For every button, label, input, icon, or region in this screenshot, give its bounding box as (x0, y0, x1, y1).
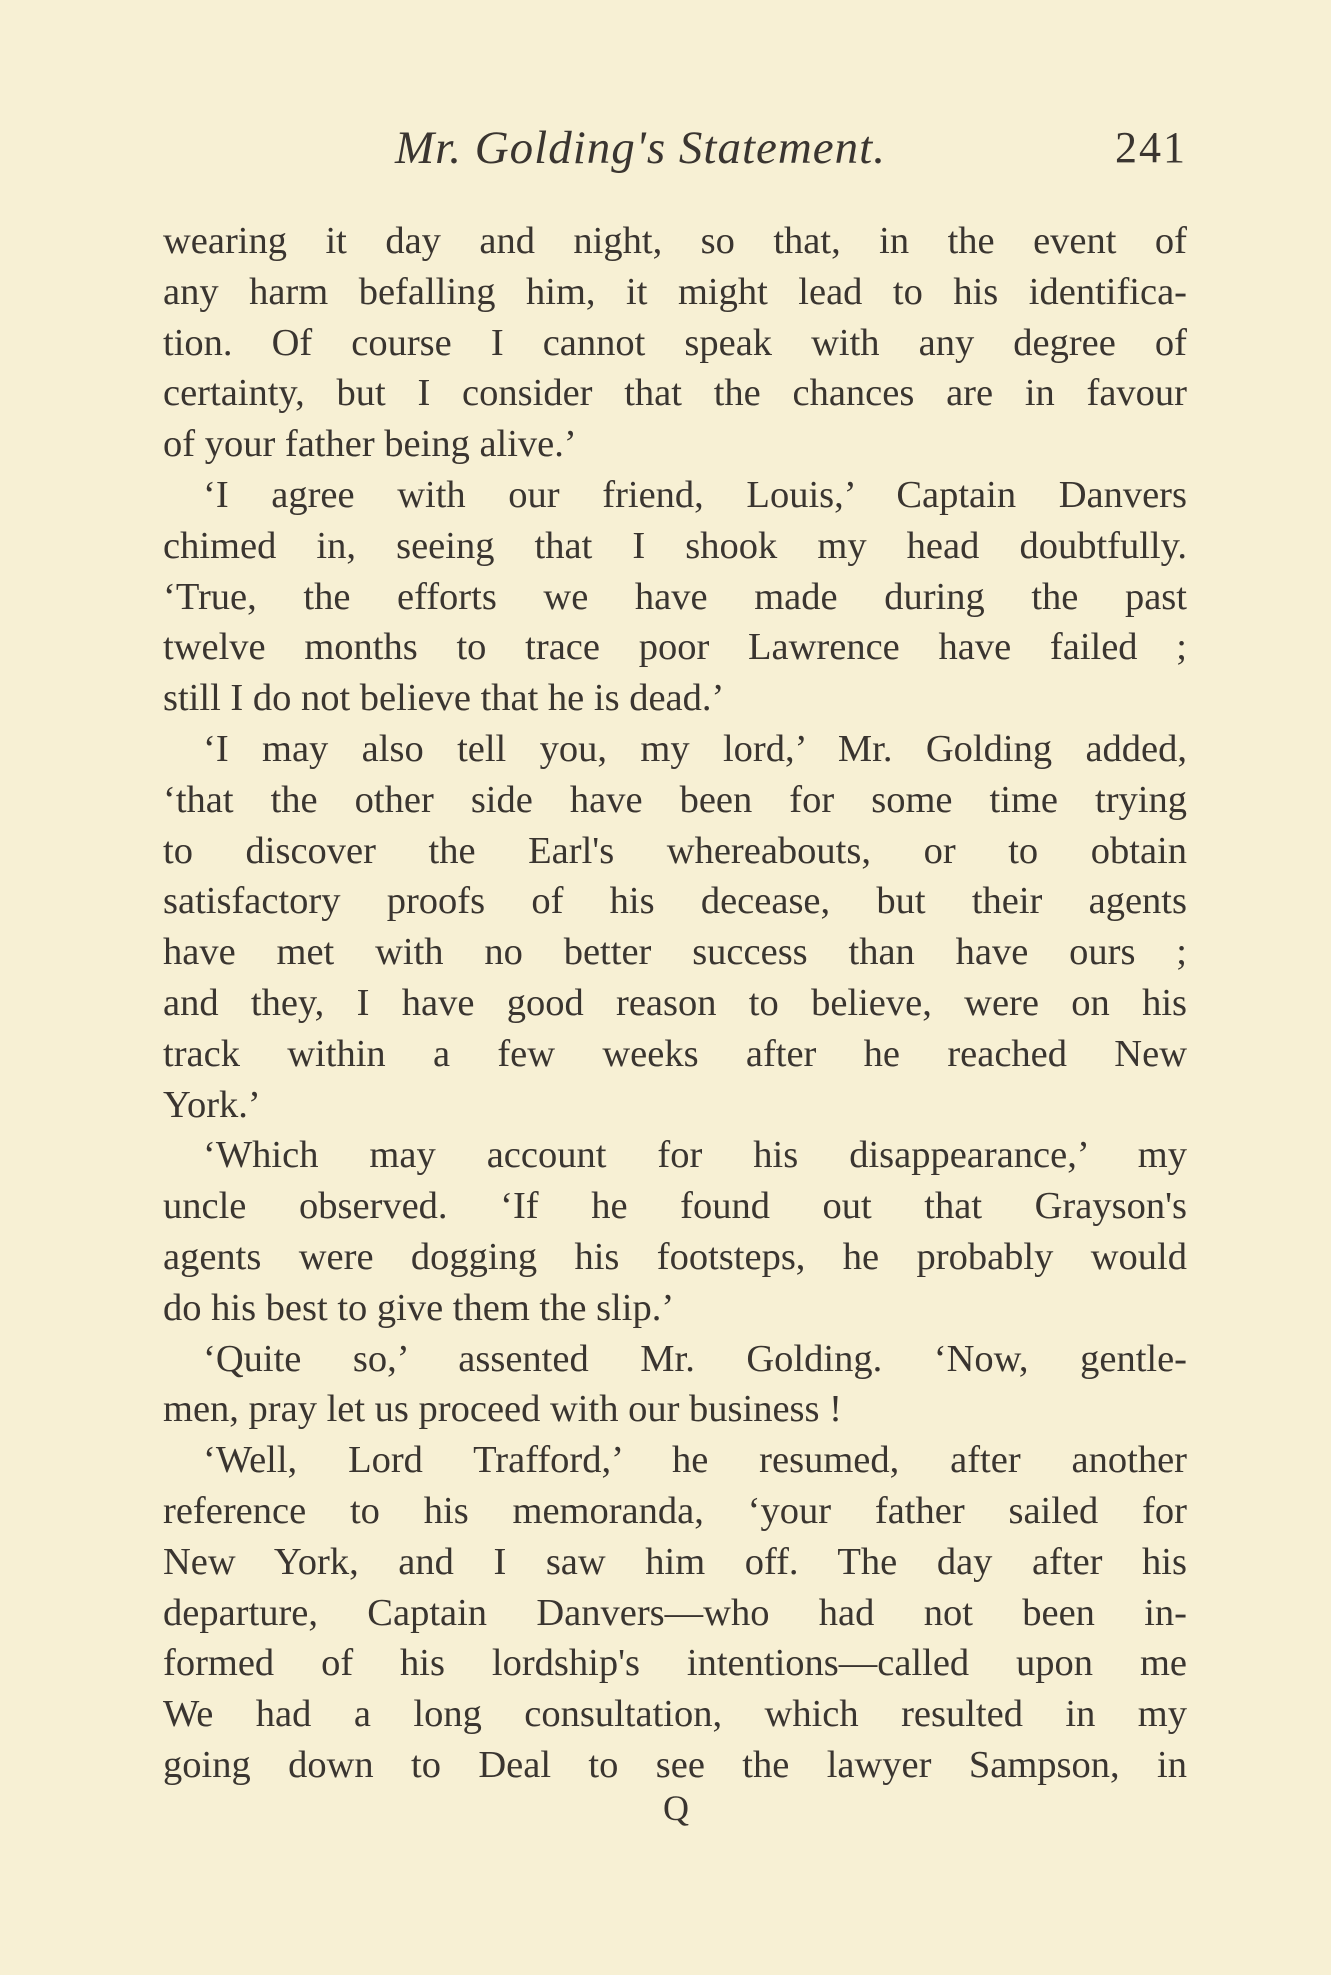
text-line: New York, and I saw him off. The day after his (163, 1540, 1187, 1583)
body-text (163, 216, 1187, 1791)
text-line: any harm befalling him, it might lead to his identifica- (163, 270, 1187, 313)
running-head (163, 118, 1187, 178)
text-line: agents were dogging his footsteps, he probably would (163, 1235, 1187, 1278)
page-number: 241 (1115, 123, 1187, 172)
text-line: departure, Captain Danvers—who had not been in- (163, 1591, 1187, 1634)
text-line: certainty, but I consider that the chances are in favour (163, 372, 1187, 415)
text-line: twelve months to trace poor Lawrence have failed ; (163, 626, 1187, 669)
text-line: ‘Quite so,’ assented Mr. Golding. ‘Now, gentle- (203, 1337, 1187, 1380)
running-title: Mr. Golding's Statement. (395, 122, 886, 174)
text-line: uncle observed. ‘If he found out that Grayson's (163, 1185, 1187, 1228)
text-line: formed of his lordship's intentions—called upon me (163, 1642, 1187, 1685)
text-line: going down to Deal to see the lawyer Sampson, in (163, 1743, 1187, 1786)
text-line: still I do not believe that he is dead.’ (163, 677, 725, 720)
text-line: do his best to give them the slip.’ (163, 1286, 675, 1329)
text-line: reference to his memoranda, ‘your father sailed for (163, 1489, 1187, 1532)
text-line: tion. Of course I cannot speak with any degree of (163, 321, 1187, 364)
text-line: ‘True, the efforts we have made during the past (163, 575, 1187, 618)
text-line: ‘I may also tell you, my lord,’ Mr. Golding added, (203, 727, 1187, 770)
text-line: ‘that the other side have been for some time trying (163, 778, 1187, 821)
text-line: ‘Well, Lord Trafford,’ he resumed, after another (203, 1439, 1187, 1482)
text-line: wearing it day and night, so that, in the event of (163, 220, 1187, 262)
text-line: to discover the Earl's whereabouts, or to obtain (163, 829, 1187, 872)
text-line: We had a long consultation, which resulted in my (163, 1693, 1187, 1736)
text-line: chimed in, seeing that I shook my head doubtfully. (163, 524, 1187, 567)
text-line: ‘Which may account for his disappearance,’ my (203, 1134, 1187, 1177)
text-line: York.’ (163, 1083, 261, 1126)
text-line: track within a few weeks after he reached New (163, 1032, 1187, 1075)
text-line: satisfactory proofs of his decease, but their agents (163, 880, 1187, 923)
signature-mark: Q (663, 1788, 689, 1828)
text-line: of your father being alive.’ (163, 423, 577, 466)
text-line: and they, I have good reason to believe, were on his (163, 981, 1187, 1024)
text-line: have met with no better success than have ours ; (163, 931, 1187, 974)
text-line: men, pray let us proceed with our business ! (163, 1388, 842, 1431)
text-line: ‘I agree with our friend, Louis,’ Captain Danvers (203, 473, 1187, 516)
